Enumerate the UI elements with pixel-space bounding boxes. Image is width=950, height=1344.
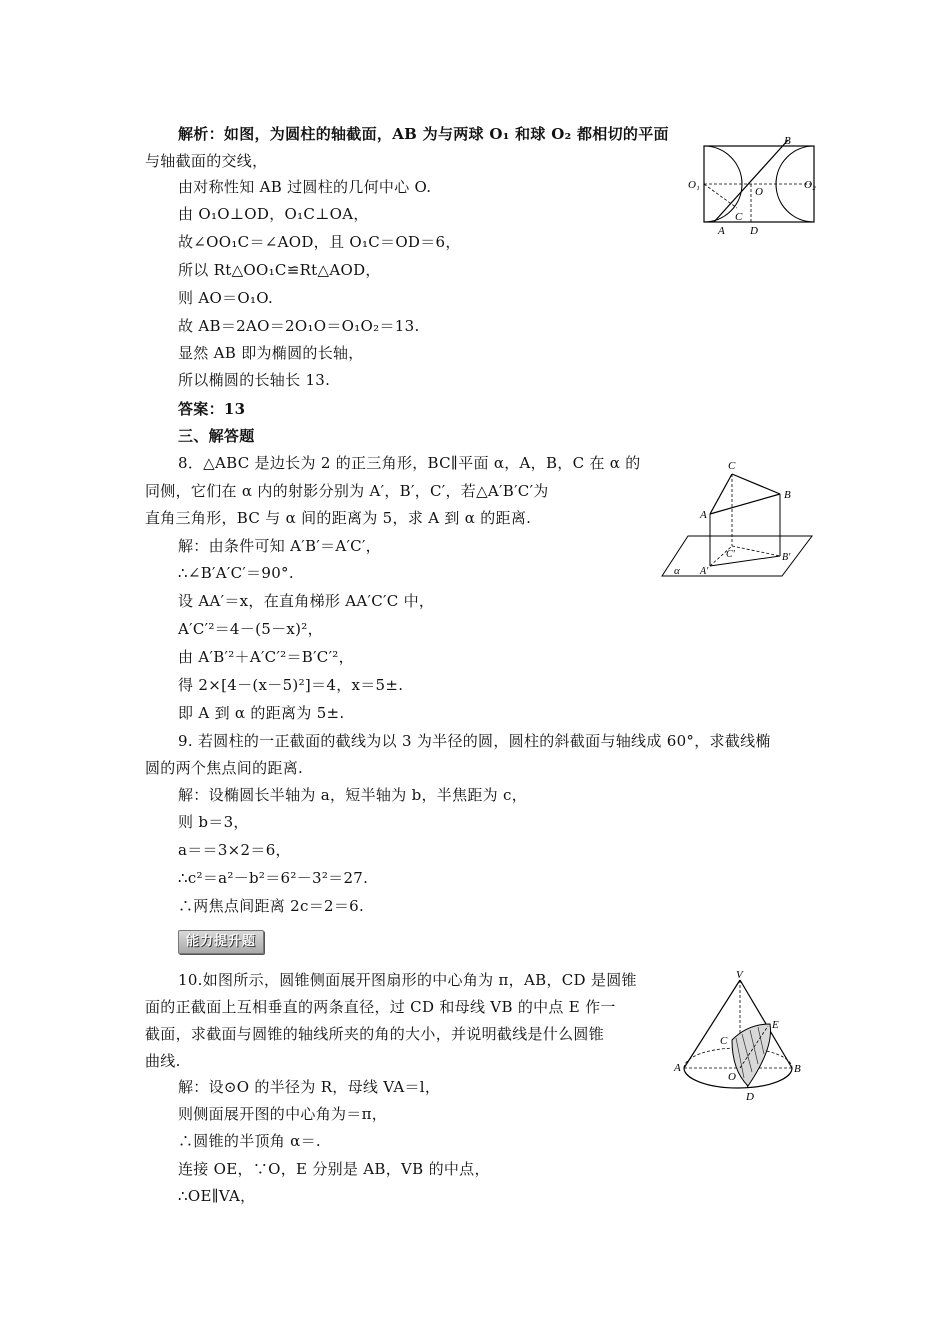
label-b: B (794, 1063, 801, 1075)
q9-sol-3: a＝＝3×2＝6， (178, 841, 291, 859)
ability-badge (178, 930, 264, 954)
q8-sol-6: 得 2×[4－(x－5)²]＝4，x＝5±. (178, 676, 404, 694)
label-o1: O₁ (688, 179, 700, 191)
text-line-9: 显然 AB 即为椭圆的长轴， (178, 344, 364, 362)
text-line-4: 由 O₁O⊥OD，O₁C⊥OA， (178, 205, 369, 223)
q8-sol-1: 解：由条件可知 A′B′＝A′C′， (178, 537, 381, 555)
text-line-3: 由对称性知 AB 过圆柱的几何中心 O. (178, 178, 432, 196)
q10-line-2: 面的正截面上互相垂直的两条直径，过 CD 和母线 VB 的中点 E 作一 (145, 998, 616, 1016)
figure-cone (670, 968, 810, 1104)
q9-sol-4: ∴c²＝a²－b²＝6²－3²＝27. (178, 869, 369, 887)
answer-line: 答案：13 (178, 400, 246, 418)
q8-line-3: 直角三角形，BC 与 α 间的距离为 5，求 A 到 α 的距离. (145, 509, 532, 527)
q10-sol-4: 连接 OE，∵O，E 分别是 AB，VB 的中点， (178, 1160, 490, 1178)
label-c: C (720, 1035, 728, 1047)
label-a: A (718, 225, 725, 237)
badge-label: 能力提升题 (185, 934, 256, 949)
label-a1: A′ (700, 566, 709, 577)
figure-triangle-plane (660, 456, 820, 584)
label-a: A (700, 509, 707, 521)
segment-o1c (704, 184, 737, 208)
label-c: C (735, 211, 743, 223)
q9-sol-1: 解：设椭圆长半轴为 a，短半轴为 b，半焦距为 c， (178, 786, 528, 804)
label-c1: C′ (726, 549, 735, 560)
label-e: E (772, 1019, 779, 1031)
edge-a1b1 (710, 556, 780, 566)
label-d: D (746, 1091, 754, 1103)
text-line-1: 解析：如图，为圆柱的轴截面，AB 为与两球 O₁ 和球 O₂ 都相切的平面 (178, 125, 669, 143)
q8-sol-5: 由 A′B′²＋A′C′²＝B′C′²， (178, 648, 354, 666)
label-b: B (784, 135, 791, 147)
q8-sol-4: A′C′²＝4－(5－x)²， (178, 620, 323, 638)
q10-sol-1: 解：设⊙O 的半径为 R，母线 VA＝l， (178, 1078, 441, 1096)
label-o: O (755, 186, 763, 198)
label-alpha: α (674, 565, 680, 577)
edge-ca (710, 474, 732, 514)
q9-line-1: 9. 若圆柱的一正截面的截线为以 3 为半径的圆，圆柱的斜截面与轴线成 60°，求截线椭 (178, 732, 771, 750)
q10-sol-3: ∴圆锥的半顶角 α＝. (178, 1132, 321, 1150)
section-ellipse (732, 1024, 771, 1086)
text-line-10: 所以椭圆的长轴长 13. (178, 371, 331, 389)
figure-cylinder-section (684, 132, 824, 240)
label-b1: B′ (782, 552, 791, 563)
q8-sol-3: 设 AA′＝x，在直角梯形 AA′C′C 中， (178, 592, 435, 610)
edge-cb (732, 474, 780, 494)
label-b: B (784, 489, 791, 501)
q10-line-3: 截面，求截面与圆锥的轴线所夹的角的大小，并说明截线是什么圆锥 (145, 1025, 605, 1043)
label-v: V (736, 969, 743, 981)
q8-sol-7: 即 A 到 α 的距离为 5±. (178, 704, 345, 722)
text-line-8: 故 AB＝2AO＝2O₁O＝O₁O₂＝13. (178, 317, 420, 335)
label-o2: O₂ (804, 179, 816, 191)
q8-line-2: 同侧，它们在 α 内的射影分别为 A′，B′，C′，若△A′B′C′为 (145, 482, 549, 500)
q8-sol-2: ∴∠B′A′C′＝90°. (178, 564, 294, 582)
q10-sol-5: ∴OE∥VA， (178, 1187, 256, 1205)
edge-c1b1 (732, 546, 780, 556)
q9-sol-5: ∴两焦点间距离 2c＝2＝6. (178, 897, 365, 915)
label-o: O (728, 1071, 736, 1083)
edge-ab (710, 494, 780, 514)
text-line-5: 故∠OO₁C＝∠AOD，且 O₁C＝OD＝6， (178, 233, 461, 251)
text-line-7: 则 AO＝O₁O. (178, 289, 274, 307)
section-heading: 三、解答题 (178, 427, 255, 445)
label-a: A (674, 1062, 681, 1074)
q9-sol-2: 则 b＝3， (178, 813, 249, 831)
q9-line-2: 圆的两个焦点间的距离. (145, 759, 304, 777)
text-line-2: 与轴截面的交线， (145, 152, 268, 170)
q10-sol-2: 则侧面展开图的中心角为＝π， (178, 1105, 388, 1123)
q10-line-1: 10.如图所示，圆锥侧面展开图扇形的中心角为 π，AB，CD 是圆锥 (178, 971, 637, 989)
cone-left-edge (684, 980, 740, 1068)
q8-line-1: 8．△ABC 是边长为 2 的正三角形，BC∥平面 α，A，B，C 在 α 的 (178, 454, 641, 472)
text-line-6: 所以 Rt△OO₁C≌Rt△AOD， (178, 261, 381, 279)
q10-line-4: 曲线. (145, 1052, 181, 1070)
label-d: D (750, 225, 758, 237)
label-c: C (728, 460, 736, 472)
